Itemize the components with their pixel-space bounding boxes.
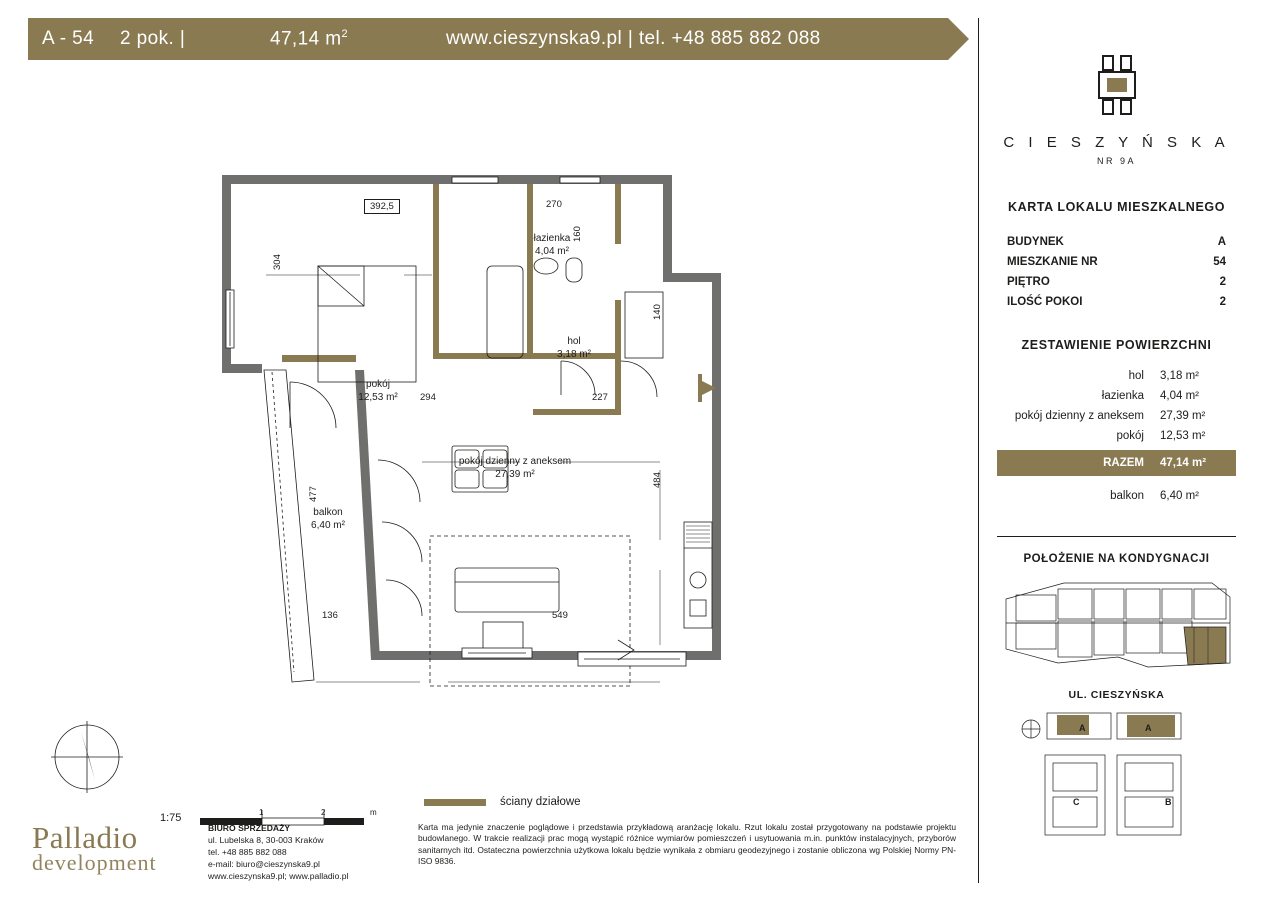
dimension-484: 484 bbox=[652, 472, 663, 488]
info-value: 2 bbox=[1219, 276, 1226, 288]
sales-office-block bbox=[208, 822, 398, 882]
info-row-mieszkanie bbox=[1007, 252, 1226, 272]
disclaimer-text: Karta ma jedynie znaczenie poglądowe i przedstawia przykładową aranżację lokalu. Rzut lokalu został przygotowany na podstawie projektu budowlanego. W trakcie realizacji prac mogą wystąpić różnice wymiarów pomieszczeń i usytuowania m.in. punktów instalacyjnych, przyborów sanitarnych itd. Ostateczna powierzchnia użytkowa lokalu będzie wynikała z obmiaru geodezyjnego i zostanie obliczona wg Polskiej Normy PN-ISO 9836. bbox=[418, 822, 956, 867]
svg-text:2: 2 bbox=[321, 808, 326, 817]
room-name: pokój dzienny z aneksem bbox=[458, 456, 572, 467]
header-area-value: 47,14 m bbox=[270, 28, 342, 50]
area-value: 12,53 m² bbox=[1160, 430, 1206, 442]
cieszynska-logo-icon bbox=[1091, 54, 1143, 116]
dimension-160: 160 bbox=[572, 226, 583, 242]
info-value: A bbox=[1217, 236, 1226, 248]
dimension-140: 140 bbox=[652, 304, 663, 320]
area-value: 27,39 m² bbox=[1160, 410, 1206, 422]
area-row-balkon bbox=[1007, 486, 1226, 506]
svg-text:1: 1 bbox=[259, 808, 264, 817]
info-row-ilosc-pokoi bbox=[1007, 292, 1226, 312]
dimension-227: 227 bbox=[592, 392, 608, 403]
room-label-hol bbox=[534, 335, 614, 361]
palladio-subtitle: development bbox=[32, 850, 157, 875]
total-value: 47,14 m² bbox=[1160, 457, 1207, 469]
info-key: PIĘTRO bbox=[1007, 276, 1050, 288]
dimension-477: 477 bbox=[308, 486, 319, 502]
sales-phone: tel. +48 885 882 088 bbox=[208, 847, 287, 857]
unit-info-list bbox=[979, 232, 1254, 312]
brand-name: C I E S Z Y Ń S K A bbox=[1003, 134, 1230, 151]
legend-swatch bbox=[424, 799, 486, 806]
room-area: 6,40 m² bbox=[311, 520, 345, 531]
balcony-value: 6,40 m² bbox=[1160, 490, 1199, 502]
scale-label: 1:75 bbox=[160, 812, 182, 824]
info-key: BUDYNEK bbox=[1007, 236, 1064, 248]
room-label-pokoj bbox=[338, 378, 418, 404]
room-name: pokój bbox=[366, 379, 390, 390]
info-value: 2 bbox=[1219, 296, 1226, 308]
dimension-270: 270 bbox=[546, 199, 562, 210]
area-row-pokoj-dzienny bbox=[1007, 406, 1226, 426]
svg-text:C: C bbox=[1072, 797, 1079, 807]
room-name: balkon bbox=[313, 507, 343, 518]
header-contact: www.cieszynska9.pl | tel. +48 885 882 088 bbox=[446, 28, 821, 49]
panel-divider bbox=[997, 536, 1236, 537]
dimension-136: 136 bbox=[322, 610, 338, 621]
dimension-304: 304 bbox=[272, 254, 283, 270]
room-area: 12,53 m² bbox=[358, 392, 398, 403]
areas-title: ZESTAWIENIE POWIERZCHNI bbox=[1021, 338, 1212, 352]
legend-label: ściany działowe bbox=[500, 796, 581, 808]
brand-block bbox=[979, 54, 1254, 166]
sales-address: ul. Lubelska 8, 30-003 Kraków bbox=[208, 835, 324, 845]
dimension-549: 549 bbox=[552, 610, 568, 621]
area-label: hol bbox=[1128, 370, 1144, 382]
area-row-pokoj bbox=[1007, 426, 1226, 446]
floor-plan-drawing bbox=[0, 70, 960, 720]
sales-web: www.cieszynska9.pl; www.palladio.pl bbox=[208, 871, 349, 881]
info-value: 54 bbox=[1213, 256, 1226, 268]
area-value: 3,18 m² bbox=[1160, 370, 1199, 382]
svg-text:m: m bbox=[370, 808, 377, 817]
palladio-name: Palladio bbox=[32, 820, 138, 855]
room-name: hol bbox=[567, 336, 581, 347]
info-row-budynek bbox=[1007, 232, 1226, 252]
area-row-hol bbox=[1007, 366, 1226, 386]
info-key: MIESZKANIE NR bbox=[1007, 256, 1098, 268]
areas-list bbox=[979, 366, 1254, 506]
area-value: 4,04 m² bbox=[1160, 390, 1199, 402]
floor-location-title: POŁOŻENIE NA KONDYGNACJI bbox=[1023, 553, 1210, 565]
area-label: łazienka bbox=[1101, 390, 1144, 402]
header-unit-number: A - 54 bbox=[42, 28, 95, 49]
plan-svg bbox=[0, 70, 960, 720]
street-label: UL. CIESZYŃSKA bbox=[1068, 689, 1165, 701]
floor-location-diagram bbox=[998, 577, 1236, 673]
svg-text:A: A bbox=[1078, 723, 1085, 733]
info-key: ILOŚĆ POKOI bbox=[1007, 296, 1083, 308]
header-room-count: 2 pok. | bbox=[120, 28, 186, 49]
brand-subtitle: NR 9A bbox=[1096, 156, 1136, 166]
room-label-pokoj-dzienny bbox=[420, 455, 610, 481]
total-label: RAZEM bbox=[1103, 457, 1144, 469]
room-name: łazienka bbox=[533, 233, 571, 244]
legend-partition-walls bbox=[424, 796, 581, 808]
sales-title: BIURO SPRZEDAŻY bbox=[208, 823, 291, 833]
room-label-balkon bbox=[288, 506, 368, 532]
info-panel bbox=[978, 18, 1254, 883]
room-area: 3,18 m² bbox=[557, 349, 591, 360]
dimension-392-5: 392,5 bbox=[364, 199, 400, 214]
area-label: pokój bbox=[1116, 430, 1144, 442]
svg-text:A: A bbox=[1144, 723, 1151, 733]
header-bar bbox=[28, 18, 948, 60]
sales-email: e-mail: biuro@cieszynska9.pl bbox=[208, 859, 320, 869]
svg-text:B: B bbox=[1164, 797, 1171, 807]
room-area: 27,39 m² bbox=[495, 469, 535, 480]
panel-title: KARTA LOKALU MIESZKALNEGO bbox=[1007, 200, 1226, 214]
header-area bbox=[270, 28, 400, 50]
info-row-pietro bbox=[1007, 272, 1226, 292]
area-row-lazienka bbox=[1007, 386, 1226, 406]
compass-rose bbox=[48, 718, 126, 796]
header-area-unit: 2 bbox=[341, 27, 348, 40]
area-row-total bbox=[997, 450, 1236, 476]
dimension-294: 294 bbox=[420, 392, 436, 403]
area-label: pokój dzienny z aneksem bbox=[1014, 410, 1144, 422]
palladio-logo bbox=[32, 822, 207, 876]
room-area: 4,04 m² bbox=[535, 246, 569, 257]
site-plan-diagram bbox=[1017, 709, 1217, 845]
balcony-label: balkon bbox=[1110, 490, 1144, 502]
